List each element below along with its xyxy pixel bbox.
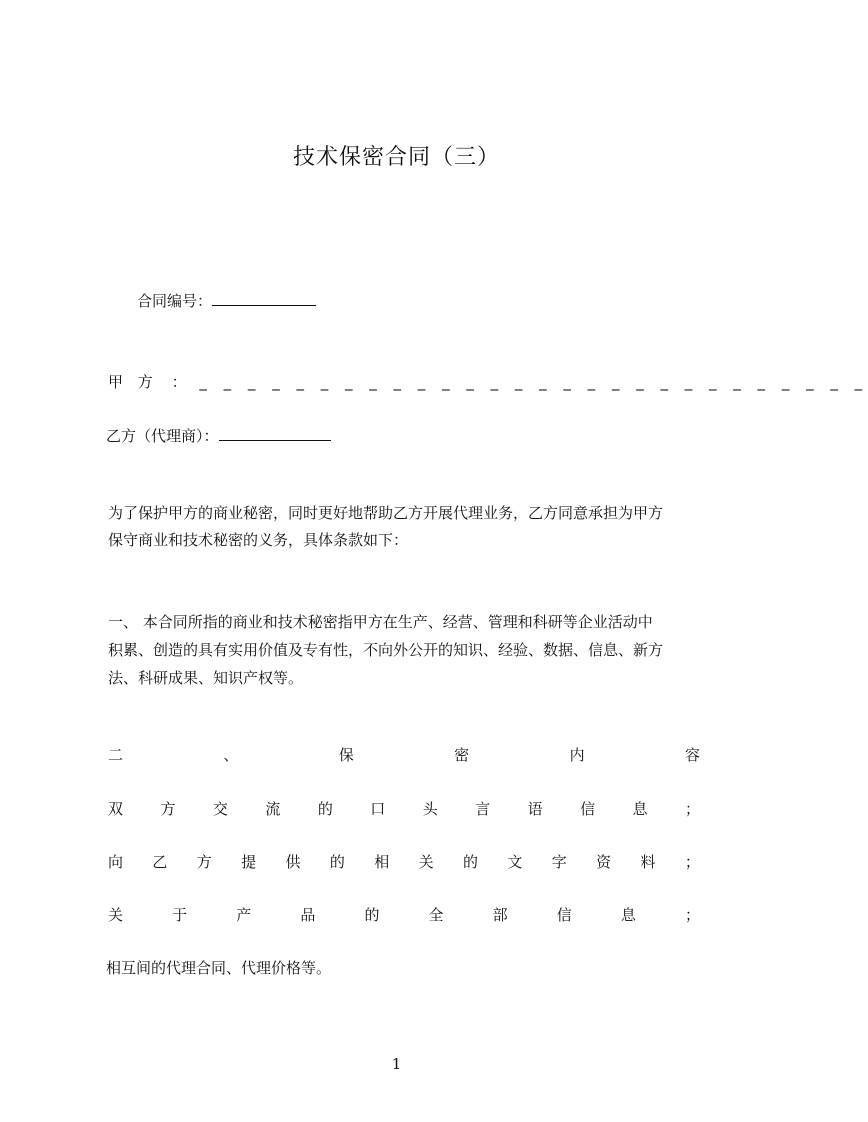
clause-1 xyxy=(108,608,700,692)
item-char: 语 xyxy=(527,799,543,818)
item-char: 产 xyxy=(236,905,252,924)
heading-char: 内 xyxy=(569,745,585,764)
item-char: 全 xyxy=(428,905,444,924)
heading-char: 保 xyxy=(338,745,354,764)
item-char: 品 xyxy=(300,905,316,924)
contract-number-label: 合同编号： xyxy=(137,292,213,310)
item-char: 信 xyxy=(580,799,596,818)
item-char: ； xyxy=(684,905,700,924)
item-char: 的 xyxy=(463,852,479,871)
intro-line: 为了保护甲方的商业秘密，同时更好地帮助乙方开展代理业务，乙方同意承担为甲方 xyxy=(108,504,664,522)
heading-char: 容 xyxy=(684,745,700,764)
item-char: 相 xyxy=(374,852,390,871)
party-a-blank: _ _ _ _ _ _ _ _ _ _ _ _ _ _ _ _ _ _ _ _ _ _ _ _ _ _ _ _ xyxy=(199,373,868,391)
item-char: ； xyxy=(684,799,700,818)
item-char: 的 xyxy=(317,799,333,818)
item-char: 信 xyxy=(556,905,572,924)
item-char: 资 xyxy=(596,852,612,871)
party-a-char: 甲 xyxy=(108,373,124,391)
heading-char: 、 xyxy=(223,745,239,764)
contract-number-line xyxy=(137,287,316,315)
clause-2-item-2 xyxy=(108,847,700,875)
item-char: 关 xyxy=(418,852,434,871)
party-b-line xyxy=(106,422,331,450)
item-char: 双 xyxy=(108,799,124,818)
party-a-char: 方 xyxy=(137,373,153,391)
party-a-colon: ： xyxy=(171,373,187,391)
party-a-line xyxy=(108,368,868,396)
item-char: 供 xyxy=(285,852,301,871)
item-char: 于 xyxy=(172,905,188,924)
intro-line: 保守商业和技术秘密的义务，具体条款如下： xyxy=(108,531,409,549)
item-char: 方 xyxy=(160,799,176,818)
item-char: 的 xyxy=(364,905,380,924)
item-char: 关 xyxy=(108,905,124,924)
heading-char: 二 xyxy=(108,745,124,764)
page-number: 1 xyxy=(391,1055,402,1073)
item-char: 料 xyxy=(640,852,656,871)
item-char: 向 xyxy=(108,852,124,871)
document-title: 技术保密合同（三） xyxy=(292,145,500,170)
item-char: ； xyxy=(684,852,700,871)
item-char: 乙 xyxy=(152,852,168,871)
item-char: 言 xyxy=(475,799,491,818)
item-char: 流 xyxy=(265,799,281,818)
clause-1-line: 法、科研成果、知识产权等。 xyxy=(108,669,304,687)
clause-2-heading xyxy=(108,740,700,768)
item-char: 部 xyxy=(492,905,508,924)
party-b-label: 乙方（代理商）： xyxy=(106,427,219,445)
clause-1-line: 一、 本合同所指的商业和技术秘密指甲方在生产、经营、管理和科研等企业活动中 xyxy=(108,613,653,631)
clause-2-item-3 xyxy=(108,900,700,928)
item-char: 文 xyxy=(507,852,523,871)
item-char: 头 xyxy=(422,799,438,818)
item-char: 字 xyxy=(551,852,567,871)
item-char: 口 xyxy=(370,799,386,818)
heading-char: 密 xyxy=(454,745,470,764)
party-b-blank xyxy=(219,426,331,441)
clause-1-line: 积累、创造的具有实用价值及专有性，不向外公开的知识、经验、数据、信息、新方 xyxy=(108,641,664,659)
clause-2-item-1 xyxy=(108,794,700,822)
item-char: 交 xyxy=(212,799,228,818)
item-char: 方 xyxy=(196,852,212,871)
item-char: 提 xyxy=(241,852,257,871)
item-char: 的 xyxy=(329,852,345,871)
item-char: 息 xyxy=(620,905,636,924)
clause-2-last-line: 相互间的代理合同、代理价格等。 xyxy=(106,959,332,977)
intro-paragraph xyxy=(108,500,700,554)
contract-number-blank xyxy=(212,291,316,306)
item-char: 息 xyxy=(632,799,648,818)
